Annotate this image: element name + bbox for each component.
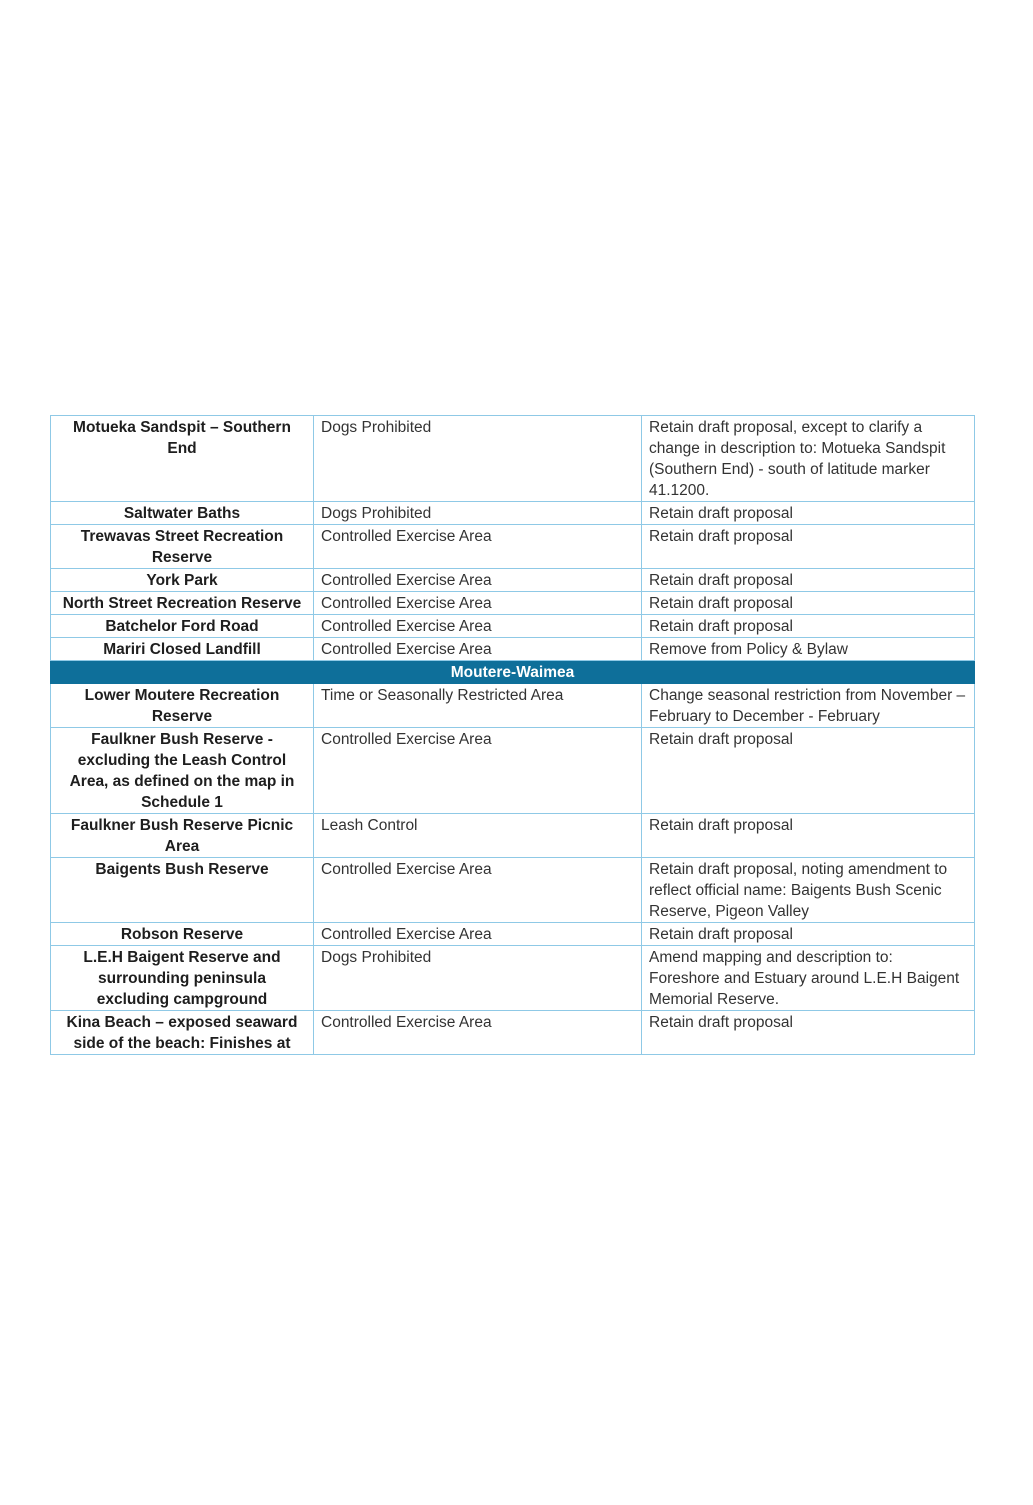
rule-cell: Dogs Prohibited (314, 502, 642, 525)
table-row (51, 569, 975, 592)
recommendation-cell: Remove from Policy & Bylaw (642, 638, 975, 661)
recommendation-cell: Retain draft proposal, noting amendment to reflect official name: Baigents Bush Scenic Reserve, Pigeon Valley (642, 858, 975, 923)
area-cell: L.E.H Baigent Reserve and surrounding peninsula excluding campground (51, 946, 314, 1011)
table-body-upper (51, 416, 975, 661)
rule-cell: Controlled Exercise Area (314, 728, 642, 814)
table-row (51, 502, 975, 525)
section-header-group (51, 661, 975, 684)
table-row (51, 946, 975, 1011)
area-cell: Trewavas Street Recreation Reserve (51, 525, 314, 569)
recommendation-cell: Retain draft proposal (642, 525, 975, 569)
area-cell: Faulkner Bush Reserve Picnic Area (51, 814, 314, 858)
rule-cell: Controlled Exercise Area (314, 638, 642, 661)
rule-cell: Controlled Exercise Area (314, 858, 642, 923)
rule-cell: Leash Control (314, 814, 642, 858)
table-row (51, 814, 975, 858)
table-row (51, 728, 975, 814)
rule-cell: Controlled Exercise Area (314, 592, 642, 615)
area-cell: Motueka Sandspit – Southern End (51, 416, 314, 502)
recommendation-cell: Retain draft proposal (642, 569, 975, 592)
rule-cell: Controlled Exercise Area (314, 525, 642, 569)
dog-control-table (50, 415, 975, 1055)
area-cell: Batchelor Ford Road (51, 615, 314, 638)
table-row (51, 858, 975, 923)
table-row (51, 923, 975, 946)
table-body-lower (51, 684, 975, 1055)
recommendation-cell: Retain draft proposal (642, 1011, 975, 1055)
rule-cell: Controlled Exercise Area (314, 1011, 642, 1055)
rule-cell: Dogs Prohibited (314, 416, 642, 502)
area-cell: North Street Recreation Reserve (51, 592, 314, 615)
table-row (51, 684, 975, 728)
area-cell: Robson Reserve (51, 923, 314, 946)
recommendation-cell: Amend mapping and description to: Foreshore and Estuary around L.E.H Baigent Memorial Reserve. (642, 946, 975, 1011)
recommendation-cell: Retain draft proposal (642, 728, 975, 814)
table-row (51, 638, 975, 661)
recommendation-cell: Change seasonal restriction from November – February to December - February (642, 684, 975, 728)
area-cell: Kina Beach – exposed seaward side of the beach: Finishes at (51, 1011, 314, 1055)
recommendation-cell: Retain draft proposal (642, 615, 975, 638)
rule-cell: Controlled Exercise Area (314, 615, 642, 638)
rule-cell: Time or Seasonally Restricted Area (314, 684, 642, 728)
section-header-row (51, 661, 975, 684)
area-cell: York Park (51, 569, 314, 592)
recommendation-cell: Retain draft proposal (642, 814, 975, 858)
recommendation-cell: Retain draft proposal (642, 502, 975, 525)
recommendation-cell: Retain draft proposal, except to clarify a change in description to: Motueka Sandspit (Southern End) - south of latitude marker 41.1200. (642, 416, 975, 502)
table-row (51, 525, 975, 569)
area-cell: Mariri Closed Landfill (51, 638, 314, 661)
area-cell: Saltwater Baths (51, 502, 314, 525)
area-cell: Baigents Bush Reserve (51, 858, 314, 923)
area-cell: Lower Moutere Recreation Reserve (51, 684, 314, 728)
rule-cell: Controlled Exercise Area (314, 923, 642, 946)
table-row (51, 615, 975, 638)
table-row (51, 592, 975, 615)
area-cell: Faulkner Bush Reserve - excluding the Leash Control Area, as defined on the map in Schedule 1 (51, 728, 314, 814)
rule-cell: Controlled Exercise Area (314, 569, 642, 592)
rule-cell: Dogs Prohibited (314, 946, 642, 1011)
document-page (50, 415, 974, 1055)
table-row (51, 1011, 975, 1055)
recommendation-cell: Retain draft proposal (642, 592, 975, 615)
table-row (51, 416, 975, 502)
recommendation-cell: Retain draft proposal (642, 923, 975, 946)
section-heading: Moutere-Waimea (51, 661, 975, 684)
